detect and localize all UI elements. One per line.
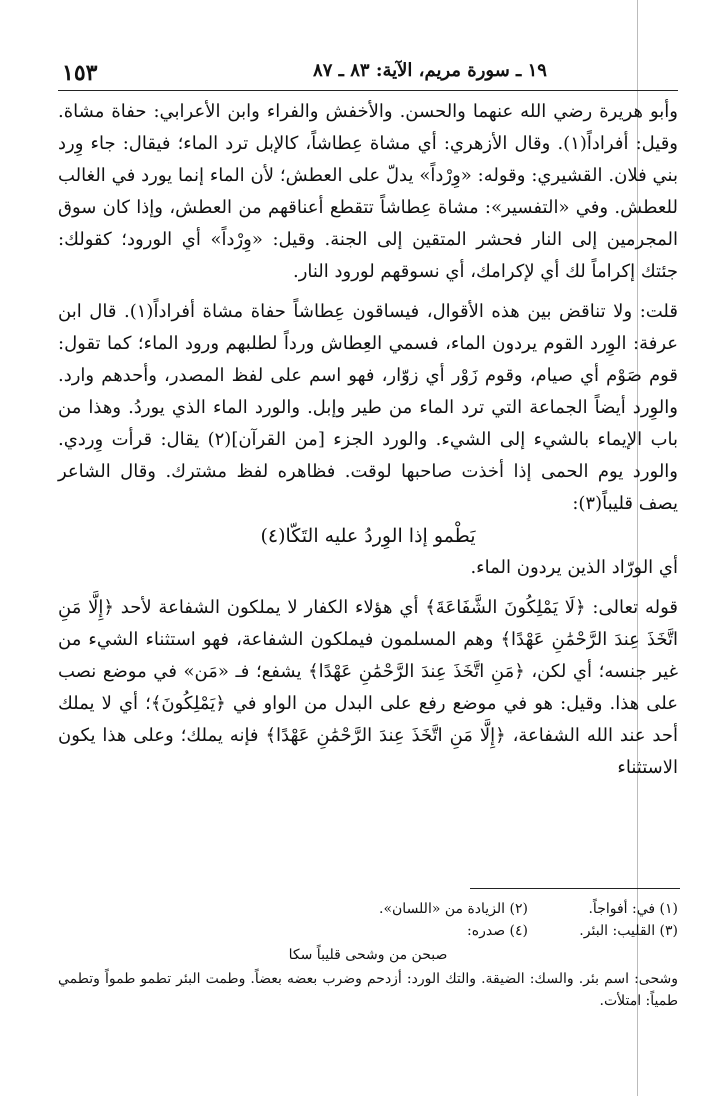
footnote-4: (٤) صدره: <box>467 923 528 939</box>
footnote-explanation: وشحى: اسم بئر. والسك: الضيقة. والتك الورد: أزدحم وضرب بعضه بعضاً. وطمت البئر تطمو طمواً وتطمي طمياً: امتلأت. <box>58 971 678 1009</box>
footnote-row-1 <box>58 898 678 920</box>
footnote-2: (٢) الزيادة من «اللسان». <box>379 901 528 917</box>
main-text <box>58 96 678 784</box>
paragraph-3: أي الورّاد الذين يردون الماء. <box>470 557 678 578</box>
footnotes <box>58 898 678 1012</box>
running-header: ١٩ ـ سورة مريم، الآية: ٨٣ ـ ٨٧ <box>313 60 547 81</box>
page-number: ١٥٣ <box>62 60 98 86</box>
footnote-rule <box>470 888 680 889</box>
poetry-verse: يَطْمو إذا الوِردُ عليه التَكّا(٤) <box>260 525 476 547</box>
footnote-row-2 <box>58 920 678 942</box>
paragraph-1: وأبو هريرة رضي الله عنهما والحسن. والأخفش والفراء وابن الأعرابي: حفاة مشاة. وقيل: أفراداً(١). وقال الأزهري: أي مشاة عِطاشاً، كالإبل ترد الماء؛ فيقال: جاء وِرد بني فلان. القشيري: وقوله: «وِرْداً» يدلّ على العطش؛ لأن الماء إنما يورد في الغالب للعطش. وفي «التفسير»: مشاة عِطاشاً تتقطع أعناقهم من العطش، وإذا كان سوق المجرمين إلى النار فحشر المتقين إلى الجنة. وقيل: «وِرْداً» أي الورود؛ كقولك: جئتك إكراماً لك أي لإكرامك، أي نسوقهم لورود النار. <box>58 101 678 282</box>
footnote-3: (٣) القليب: البئر. <box>579 923 678 939</box>
footnote-1: (١) في: أفواجاً. <box>588 901 678 917</box>
footnote-verse: صبحن من وشحى قليباً سكا <box>288 947 448 963</box>
header-rule <box>58 90 678 91</box>
paragraph-4: قوله تعالى: ﴿لَا يَمْلِكُونَ الشَّفَاعَةَ﴾ أي هؤلاء الكفار لا يملكون الشفاعة لأحد ﴿إِلَّا مَنِ اتَّخَذَ عِندَ الرَّحْمَٰنِ عَهْدًا﴾ وهم المسلمون فيملكون الشفاعة، فهو استثناء الشيء من غير جنسه؛ أي لكن، ﴿مَنِ اتَّخَذَ عِندَ الرَّحْمَٰنِ عَهْدًا﴾ يشفع؛ فـ «مَن» في موضع نصب على هذا. وقيل: هو في موضع رفع على البدل من الواو في ﴿يَمْلِكُونَ﴾؛ أي لا يملك أحد عند الله الشفاعة، ﴿إِلَّا مَنِ اتَّخَذَ عِندَ الرَّحْمَٰنِ عَهْدًا﴾ فإنه يملك؛ وعلى هذا يكون الاستثناء <box>58 597 678 778</box>
paragraph-2: قلت: ولا تناقض بين هذه الأقوال، فيساقون عِطاشاً حفاة مشاة أفراداً(١). قال ابن عرفة: الوِرد القوم يردون الماء، فسمي العِطاش ورداً لطلبهم ورود الماء؛ كما تقول: قوم صَوْم أي صيام، وقوم زَوْر أي زوّار، فهو اسم على لفظ المصدر، وأحدهم وارد. والوِرد أيضاً الجماعة التي ترد الماء من طير وإبل. والورد الماء الذي يوردُ. وهذا من باب الإيماء بالشيء إلى الشيء. والورد الجزء [من القرآن](٢) يقال: قرأت وِردي. والورد يوم الحمى إذا أخذت صاحبها لوقت. فظاهره لفظ مشترك. وقال الشاعر يصف قليباً(٣): <box>58 301 679 514</box>
